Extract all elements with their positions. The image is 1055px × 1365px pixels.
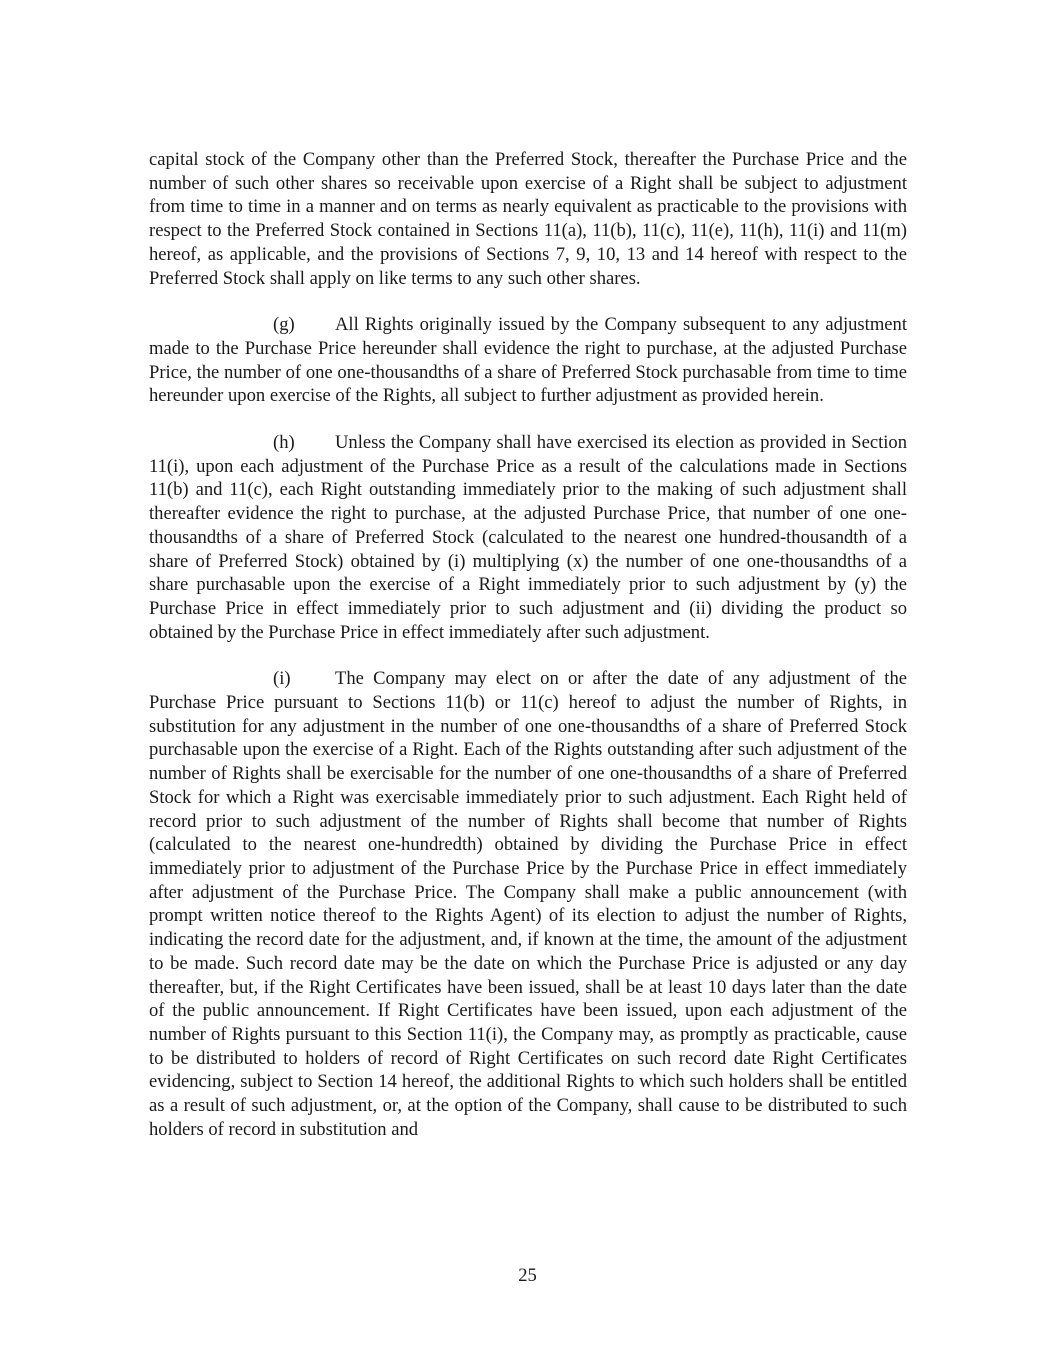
paragraph-h: [149, 431, 907, 644]
paragraph-i: [149, 667, 907, 1141]
paragraph-text: Unless the Company shall have exercised its election as provided in Section 11(i), upon each adjustment of the Purchase Price as a result of the calculations made in Sections 11(b) and 11(c), each Right outstanding immediately prior to the making of such adjustment shall thereafter evidence the right to purchase, at the adjusted Purchase Price, that number of one one-thousandths of a share of Preferred Stock (calculated to the nearest one hundred-thousandth of a share of Preferred Stock) obtained by (i) multiplying (x) the number of one one-thousandths of a share purchasable upon the exercise of a Right immediately prior to such adjustment by (y) the Purchase Price in effect immediately prior to such adjustment and (ii) dividing the product so obtained by the Purchase Price in effect immediately after such adjustment.: [149, 432, 907, 643]
document-page: [149, 148, 907, 1141]
paragraph-text: All Rights originally issued by the Company subsequent to any adjustment made to the Purchase Price hereunder shall evidence the right to purchase, at the adjusted Purchase Price, the number of one one-thousandths of a share of Preferred Stock purchasable from time to time hereunder upon exercise of the Rights, all subject to further adjustment as provided herein.: [149, 314, 907, 407]
page-number: 25: [518, 1265, 537, 1286]
paragraph-text: capital stock of the Company other than the Preferred Stock, thereafter the Purchase Price and the number of such other shares so receivable upon exercise of a Right shall be subject to adjustment from time to time in a manner and on terms as nearly equivalent as practicable to the provisions with respect to the Preferred Stock contained in Sections 11(a), 11(b), 11(c), 11(e), 11(h), 11(i) and 11(m) hereof, as applicable, and the provisions of Sections 7, 9, 10, 13 and 14 hereof with respect to the Preferred Stock shall apply on like terms to any such other shares.: [149, 149, 907, 289]
paragraph-continuation: [149, 148, 907, 290]
paragraph-marker: (g): [273, 314, 295, 336]
paragraph-marker: (h): [273, 432, 295, 454]
paragraph-text: The Company may elect on or after the date of any adjustment of the Purchase Price pursuant to Sections 11(b) or 11(c) hereof to adjust the number of Rights, in substitution for any adjustment in the number of one one-thousandths of a share of Preferred Stock purchasable upon the exercise of a Right. Each of the Rights outstanding after such adjustment of the number of Rights shall be exercisable for the number of one one-thousandths of a share of Preferred Stock for which a Right was exercisable immediately prior to such adjustment. Each Right held of record prior to such adjustment of the number of Rights shall become that number of Rights (calculated to the nearest one-hundredth) obtained by dividing the Purchase Price in effect immediately prior to adjustment of the Purchase Price by the Purchase Price in effect immediately after adjustment of the Purchase Price. The Company shall make a public announcement (with prompt written notice thereof to the Rights Agent) of its election to adjust the number of Rights, indicating the record date for the adjustment, and, if known at the time, the amount of the adjustment to be made. Such record date may be the date on which the Purchase Price is adjusted or any day thereafter, but, if the Right Certificates have been issued, shall be at least 10 days later than the date of the public announcement. If Right Certificates have been issued, upon each adjustment of the number of Rights pursuant to this Section 11(i), the Company may, as promptly as practicable, cause to be distributed to holders of record of Right Certificates on such record date Right Certificates evidencing, subject to Section 14 hereof, the additional Rights to which such holders shall be entitled as a result of such adjustment, or, at the option of the Company, shall cause to be distributed to such holders of record in substitution and: [149, 668, 907, 1140]
paragraph-marker: (i): [273, 668, 291, 690]
paragraph-g: [149, 313, 907, 408]
